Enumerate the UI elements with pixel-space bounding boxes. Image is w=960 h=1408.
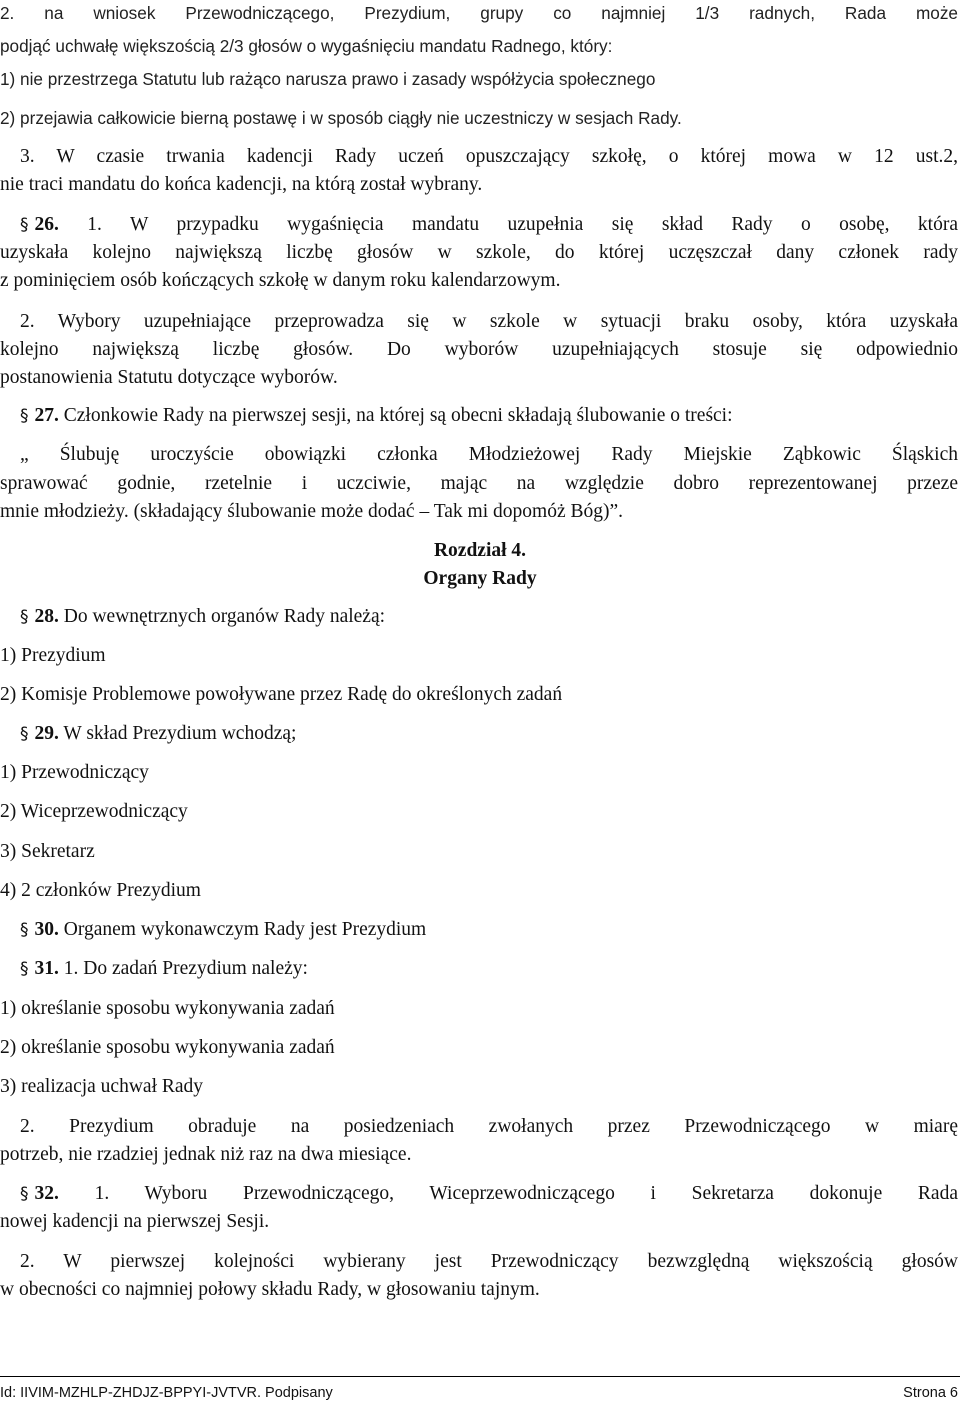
- section-number: 31.: [34, 958, 59, 979]
- section-sign-icon: §: [20, 607, 29, 627]
- section-sign-icon: §: [20, 724, 29, 744]
- text-span: Organem wykonawczym Rady jest Prezydium: [58, 919, 427, 940]
- chapter-number: Rozdział 4.: [433, 540, 527, 561]
- list-item: 1) Przewodniczący: [0, 762, 149, 783]
- section-sign-icon: §: [20, 959, 29, 979]
- section-sign-icon: §: [20, 920, 29, 940]
- text-line: 1) nie przestrzega Statutu lub rażąco narusza prawo i zasady współżycia społecznego: [0, 69, 656, 89]
- list-item: 4) 2 członków Prezydium: [0, 880, 201, 901]
- text-line: z pominięciem osób kończących szkołę w danym roku kalendarzowym.: [0, 270, 561, 291]
- list-item: 2) określanie sposobu wykonywania zadań: [0, 1037, 335, 1058]
- section-sign-icon: §: [20, 215, 29, 235]
- section-number: 28.: [34, 606, 59, 627]
- text-line: uzyskała kolejno największą liczbę głosów w szkole, do której uczęszczał dany członek rady: [0, 242, 958, 263]
- text-span: W skład Prezydium wchodzą;: [58, 723, 297, 744]
- text-line: nie traci mandatu do końca kadencji, na którą został wybrany.: [0, 174, 483, 195]
- text-span: Do wewnętrznych organów Rady należą:: [58, 606, 386, 627]
- list-item: 1) określanie sposobu wykonywania zadań: [0, 998, 335, 1019]
- text-line: podjąć uchwałę większością 2/3 głosów o wygaśnięciu mandatu Radnego, który:: [0, 36, 613, 56]
- text-line: sprawować godnie, rzetelnie i uczciwie, mając na względzie dobro reprezentowanej przeze: [0, 473, 958, 494]
- text-line: mnie młodzieży. (składający ślubowanie może dodać – Tak mi dopomóż Bóg)”.: [0, 501, 624, 522]
- text-line: nowej kadencji na pierwszej Sesji.: [0, 1211, 270, 1232]
- text-line: postanowienia Statutu dotyczące wyborów.: [0, 367, 338, 388]
- list-item: 2) Wiceprzewodniczący: [0, 801, 188, 822]
- list-item: 3) realizacja uchwał Rady: [0, 1076, 204, 1097]
- footer-document-id: Id: IIVIM-MZHLP-ZHDJZ-BPPYI-JVTVR. Podpisany: [0, 1385, 333, 1401]
- paragraph-26: [20, 212, 958, 238]
- text-span: 1. W przypadku wygaśnięcia mandatu uzupełnia się skład Rady o osobę, która: [58, 214, 958, 235]
- section-number: 27.: [34, 405, 59, 426]
- text-line: 3. W czasie trwania kadencji Rady uczeń opuszczający szkołę, o której mowa w 12 ust.2,: [20, 146, 958, 167]
- section-number: 29.: [34, 723, 59, 744]
- section-sign-icon: §: [20, 406, 29, 426]
- text-span: 1. Do zadań Prezydium należy:: [58, 958, 308, 979]
- text-line: 2. Prezydium obraduje na posiedzeniach zwołanych przez Przewodniczącego w miarę: [20, 1116, 958, 1137]
- footer-divider: [0, 1376, 960, 1377]
- list-item: 2) Komisje Problemowe powoływane przez Radę do określonych zadań: [0, 684, 563, 705]
- text-line: 2. Wybory uzupełniające przeprowadza się w szkole w sytuacji braku osoby, która uzyskała: [20, 311, 958, 332]
- paragraph-27: [20, 403, 733, 429]
- paragraph-30: [20, 917, 426, 943]
- list-item: 1) Prezydium: [0, 645, 106, 666]
- text-line: 2. W pierwszej kolejności wybierany jest Przewodniczący bezwzględną większością głosów: [20, 1251, 958, 1272]
- text-line: 2. na wniosek Przewodniczącego, Prezydium, grupy co najmniej 1/3 radnych, Rada może: [0, 3, 958, 23]
- text-span: 1. Wyboru Przewodniczącego, Wiceprzewodniczącego i Sekretarza dokonuje Rada: [58, 1183, 958, 1204]
- list-item: 3) Sekretarz: [0, 841, 95, 862]
- text-line: „ Ślubuję uroczyście obowiązki członka Młodzieżowej Rady Miejskie Ząbkowic Śląskich: [20, 444, 958, 465]
- chapter-title: Organy Rady: [423, 568, 537, 589]
- paragraph-28: [20, 604, 385, 630]
- footer-page-number: Strona 6: [903, 1385, 958, 1401]
- paragraph-31: [20, 956, 308, 982]
- text-line: 2) przejawia całkowicie bierną postawę i w sposób ciągły nie uczestniczy w sesjach Rady.: [0, 108, 682, 128]
- paragraph-29: [20, 721, 296, 747]
- text-line: w obecności co najmniej połowy składu Rady, w głosowaniu tajnym.: [0, 1279, 540, 1300]
- section-number: 32.: [34, 1183, 59, 1204]
- text-span: Członkowie Rady na pierwszej sesji, na której są obecni składają ślubowanie o treści:: [58, 405, 733, 426]
- section-number: 30.: [34, 919, 59, 940]
- text-line: kolejno największą liczbę głosów. Do wyborów uzupełniających stosuje się odpowiednio: [0, 339, 958, 360]
- text-line: potrzeb, nie rzadziej jednak niż raz na dwa miesiące.: [0, 1144, 412, 1165]
- section-number: 26.: [34, 214, 59, 235]
- paragraph-32: [20, 1181, 958, 1207]
- section-sign-icon: §: [20, 1184, 29, 1204]
